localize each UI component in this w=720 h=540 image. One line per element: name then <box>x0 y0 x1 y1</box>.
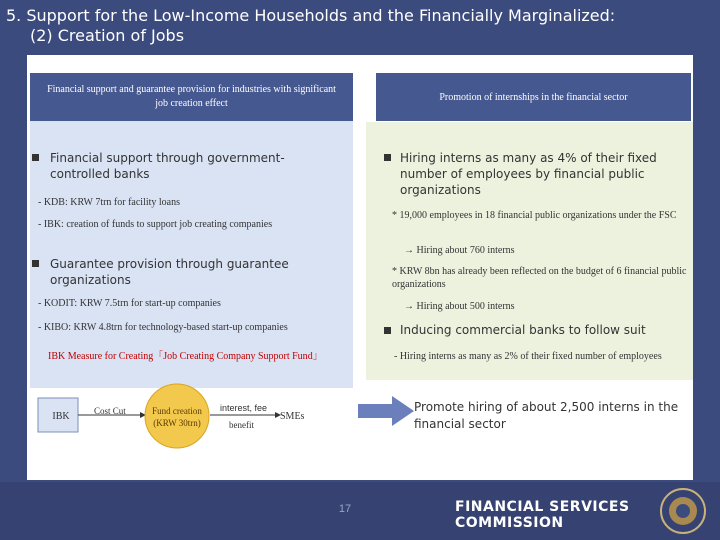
benefit-label: benefit <box>229 420 254 430</box>
slide-title <box>6 6 714 50</box>
fund-line-1: Fund creation <box>152 406 202 416</box>
left-b2-item2: - KIBO: KRW 4.8trn for technology-based start-up companies <box>38 322 288 333</box>
fund-creation-label <box>142 405 212 429</box>
right-note-1: * 19,000 employees in 18 financial public organizations under the FSC <box>392 210 677 221</box>
right-bullet-2: Inducing commercial banks to follow suit <box>400 323 646 337</box>
seal-core <box>676 504 690 518</box>
left-b2-item1: - KODIT: KRW 7.5trn for start-up companies <box>38 298 221 309</box>
ibk-label: IBK <box>52 411 70 422</box>
bullet-square-icon <box>384 327 391 334</box>
right-note-2: * KRW 8bn has already been reflected on the budget of 6 financial public organizations <box>392 266 687 290</box>
fund-line-2: (KRW 30trn) <box>153 418 201 428</box>
page-number: 17 <box>338 503 352 515</box>
right-header-text: Promotion of internships in the financial sector <box>439 91 628 103</box>
right-header <box>376 73 691 121</box>
title-line-1: 5. Support for the Low-Income Households and the Financially Marginalized: <box>6 6 616 25</box>
promo-arrow-icon <box>358 394 418 428</box>
fsc-seal-icon <box>658 486 708 536</box>
right-arrow-2: → Hiring about 500 interns <box>404 301 515 312</box>
right-arrow-1: → Hiring about 760 interns <box>404 245 515 256</box>
left-bullet-1: Financial support through government-controlled banks <box>50 151 285 181</box>
promo-text: Promote hiring of about 2,500 interns in the financial sector <box>414 400 679 431</box>
interest-fee-label: interest, fee <box>220 403 268 413</box>
cost-cut-label: Cost Cut <box>94 406 126 416</box>
right-arrow-shape <box>358 396 414 426</box>
left-header <box>30 73 353 121</box>
ibk-measure-note: IBK Measure for Creating「Job Creating Company Support Fund」 <box>48 351 323 362</box>
left-b1-item1: - KDB: KRW 7trn for facility loans <box>38 197 181 208</box>
left-b1-item2: - IBK: creation of funds to support job creating companies <box>38 219 273 230</box>
right-b2-item1: - Hiring interns as many as 2% of their fixed number of employees <box>394 351 662 362</box>
left-bullet-2: Guarantee provision through guarantee organizations <box>50 257 289 287</box>
smes-label: SMEs <box>280 411 305 422</box>
title-line-2: (2) Creation of Jobs <box>30 26 185 45</box>
right-bullet-1: Hiring interns as many as 4% of their fixed number of employees by financial public organizations <box>400 151 657 197</box>
bullet-square-icon <box>32 154 39 161</box>
left-header-text: Financial support and guarantee provision for industries with significant job creation effect <box>47 84 336 109</box>
bullet-square-icon <box>32 260 39 267</box>
bullet-square-icon <box>384 154 391 161</box>
brand-name: FINANCIAL SERVICES COMMISSION <box>455 499 630 531</box>
